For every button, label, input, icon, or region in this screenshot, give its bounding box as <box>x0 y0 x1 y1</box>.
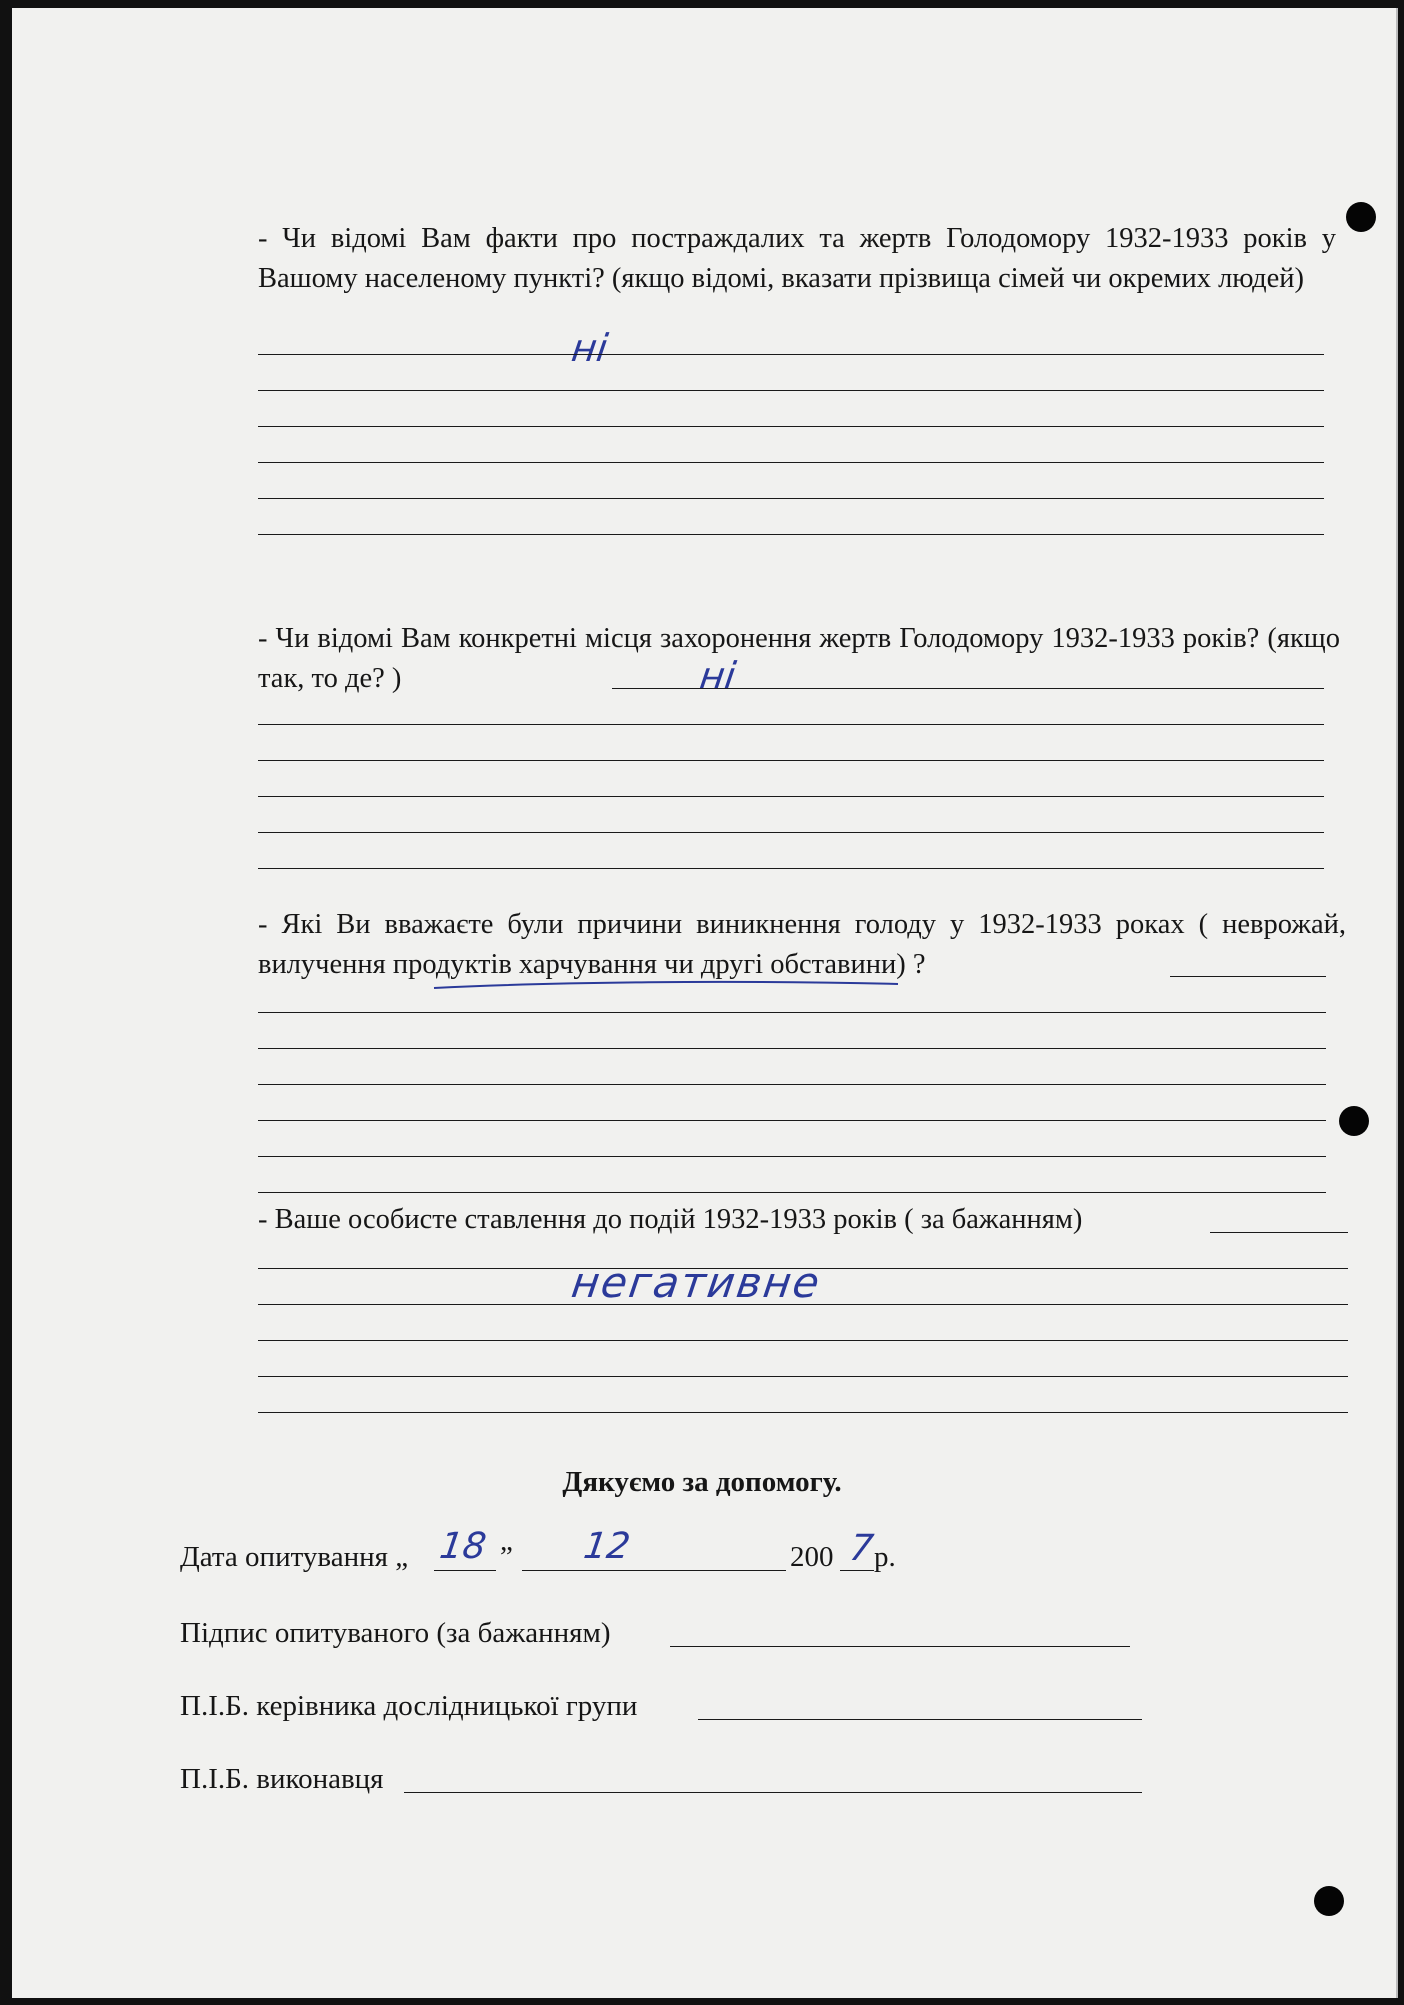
answer-line <box>258 760 1324 761</box>
punch-hole-top <box>1346 202 1376 232</box>
answer-line <box>258 390 1324 391</box>
answer-line <box>258 724 1324 725</box>
answer-line <box>258 1084 1326 1085</box>
answer-4-handwritten: негативне <box>568 1258 825 1307</box>
pen-underline-mark <box>432 972 902 996</box>
answer-line <box>1170 976 1326 977</box>
form-page <box>12 8 1398 1998</box>
signature-label: Підпис опитуваного (за бажанням) <box>180 1617 611 1649</box>
answer-line <box>258 796 1324 797</box>
date-year-line <box>840 1570 874 1571</box>
thanks-message: Дякуємо за допомогу. <box>562 1466 842 1498</box>
answer-line <box>258 462 1324 463</box>
date-year-digit: 7 <box>847 1528 876 1569</box>
answer-line <box>258 1412 1348 1413</box>
answer-line <box>258 1376 1348 1377</box>
date-year-suffix: р. <box>874 1541 896 1573</box>
answer-2-handwritten: ні <box>696 654 739 698</box>
answer-line <box>258 1048 1326 1049</box>
question-3-text: - Які Ви вважаєте були причини виникнення голоду у 1932-1933 роках ( неврожай, вилучення продуктів харчування чи другі обставини) ? <box>258 909 1346 980</box>
answer-line <box>258 354 1324 355</box>
date-month: 12 <box>581 1526 633 1567</box>
punch-hole-bottom <box>1314 1886 1344 1916</box>
answer-line <box>258 1192 1326 1193</box>
question-1 <box>258 219 1336 299</box>
answer-line <box>258 1268 1348 1269</box>
punch-hole-middle <box>1339 1106 1369 1136</box>
answer-line <box>258 1304 1348 1305</box>
answer-line <box>258 534 1324 535</box>
answer-line <box>258 1120 1326 1121</box>
group-head-label: П.І.Б. керівника дослідницької групи <box>180 1690 638 1722</box>
answer-line <box>258 498 1324 499</box>
question-1-text: - Чи відомі Вам факти про постраждалих та жертв Голодомору 1932-1933 років у Вашому населеному пункті? (якщо відомі, вказати прізвища сімей чи окремих людей) <box>258 223 1336 294</box>
answer-line <box>258 832 1324 833</box>
executor-label: П.І.Б. виконавця <box>180 1763 384 1795</box>
date-day-line <box>434 1570 496 1571</box>
answer-line <box>258 1012 1326 1013</box>
answer-line <box>258 1156 1326 1157</box>
question-4 <box>258 1200 1358 1240</box>
answer-1-handwritten: ні <box>568 326 611 370</box>
answer-line <box>1210 1232 1348 1233</box>
answer-line <box>258 1340 1348 1341</box>
answer-line <box>612 688 1324 689</box>
date-label: Дата опитування „ <box>180 1541 409 1573</box>
group-head-line <box>698 1719 1142 1720</box>
signature-line <box>670 1646 1130 1647</box>
question-2-text: - Чи відомі Вам конкретні місця захоронення жертв Голодомору 1932-1933 років? (якщо так, то де? ) <box>258 623 1340 694</box>
date-quote-close: ” <box>500 1541 513 1573</box>
answer-line <box>258 868 1324 869</box>
answer-line <box>258 426 1324 427</box>
executor-line <box>404 1792 1142 1793</box>
date-year-prefix: 200 <box>790 1541 834 1573</box>
question-2 <box>258 619 1340 699</box>
date-month-line <box>522 1570 786 1571</box>
date-day: 18 <box>437 1526 489 1567</box>
question-4-text: - Ваше особисте ставлення до подій 1932-1933 років ( за бажанням) <box>258 1204 1083 1235</box>
